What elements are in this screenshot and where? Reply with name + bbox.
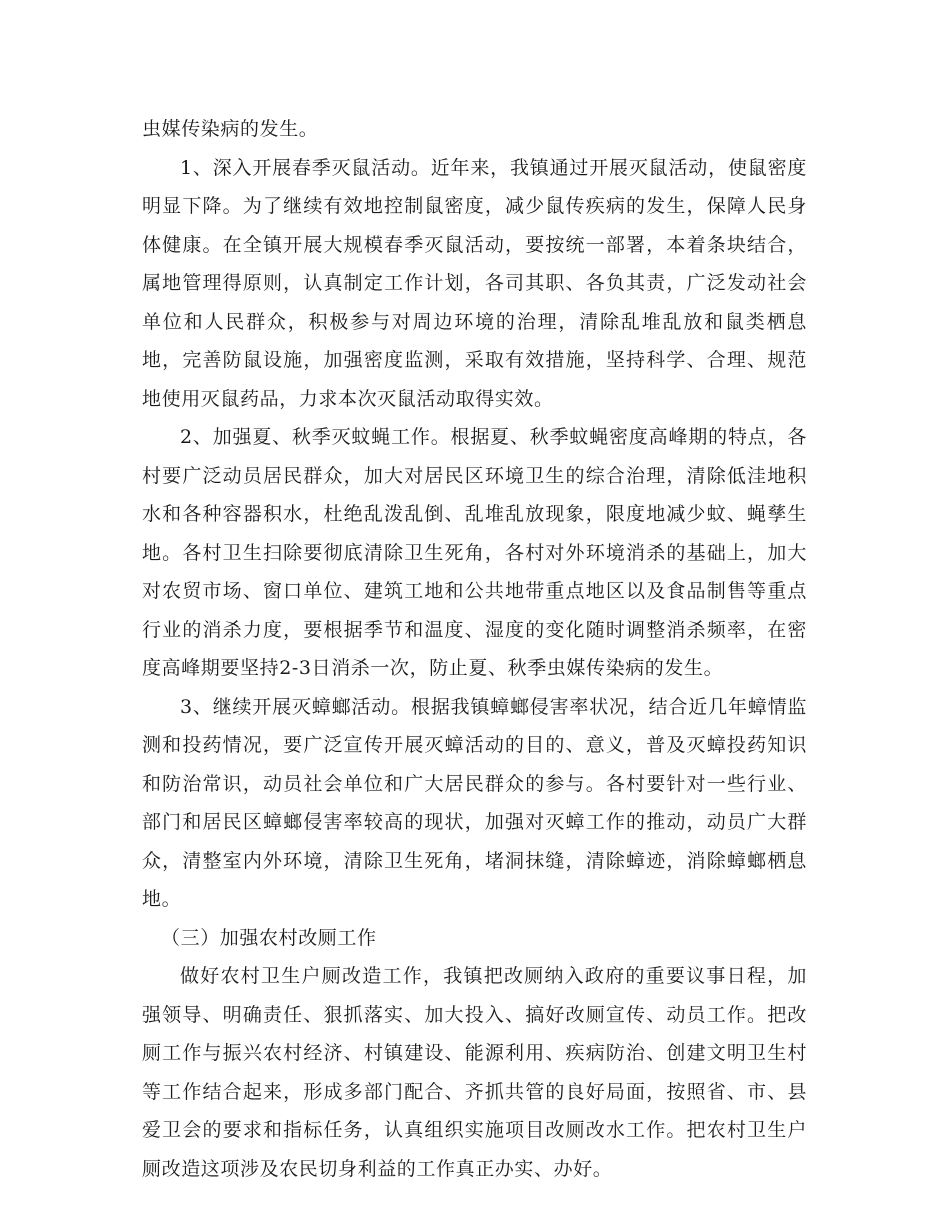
paragraph-summer-autumn-mosquito-fly-control: 2、加强夏、秋季灭蚊蝇工作。根据夏、秋季蚊蝇密度高峰期的特点，各村要广泛动员居民群众，加大对居民区环境卫生的综合治理，清除低洼地积水和各种容器积水，杜绝乱泼乱倒、乱堆乱放现象，限度地减少蚊、蝇孳生地。各村卫生扫除要彻底清除卫生死角，各村对外环境消杀的基础上，加大对农贸市场、窗口单位、建筑工地和公共地带重点地区以及食品制售等重点行业的消杀力度，要根据季节和温度、湿度的变化随时调整消杀频率，在密度高峰期要坚持2-3日消杀一次，防止夏、秋季虫媒传染病的发生。 — [142, 426, 807, 679]
paragraph-rural-toilet-reform: 做好农村卫生户厕改造工作，我镇把改厕纳入政府的重要议事日程，加强领导、明确责任、狠抓落实、加大投入、搞好改厕宣传、动员工作。把改厕工作与振兴农村经济、村镇建设、能源利用、疾病防治、创建文明卫生村等工作结合起来，形成多部门配合、齐抓共管的良好局面，按照省、市、县爱卫会的要求和指标任务，认真组织实施项目改厕改水工作。把农村卫生户厕改造这项涉及农民切身利益的工作真正办实、办好。 — [142, 965, 807, 1180]
paragraph-spring-rodent-control: 1、深入开展春季灭鼠活动。近年来，我镇通过开展灭鼠活动，使鼠密度明显下降。为了继续有效地控制鼠密度，减少鼠传疾病的发生，保障人民身体健康。在全镇开展大规模春季灭鼠活动，要按统一部署，本着条块结合，属地管理得原则，认真制定工作计划，各司其职、各负其责，广泛发动社会单位和人民群众，积极参与对周边环境的治理，清除乱堆乱放和鼠类栖息地，完善防鼠设施，加强密度监测，采取有效措施，坚持科学、合理、规范地使用灭鼠药品，力求本次灭鼠活动取得实效。 — [142, 156, 807, 410]
document-body — [142, 110, 807, 1188]
paragraph-continuation: 虫媒传染病的发生。 — [142, 118, 319, 140]
paragraph-cockroach-control: 3、继续开展灭蟑螂活动。根据我镇蟑螂侵害率状况，结合近几年蟑情监测和投药情况，要广泛宣传开展灭蟑活动的目的、意义，普及灭蟑投药知识和防治常识，动员社会单位和广大居民群众的参与。各村要针对一些行业、部门和居民区蟑螂侵害率较高的现状，加强对灭蟑工作的推动，动员广大群众，清整室内外环境，清除卫生死角，堵洞抹缝，清除蟑迹，消除蟑螂栖息地。 — [142, 695, 807, 910]
section-heading-rural-toilet-reform: （三）加强农村改厕工作 — [161, 926, 377, 949]
